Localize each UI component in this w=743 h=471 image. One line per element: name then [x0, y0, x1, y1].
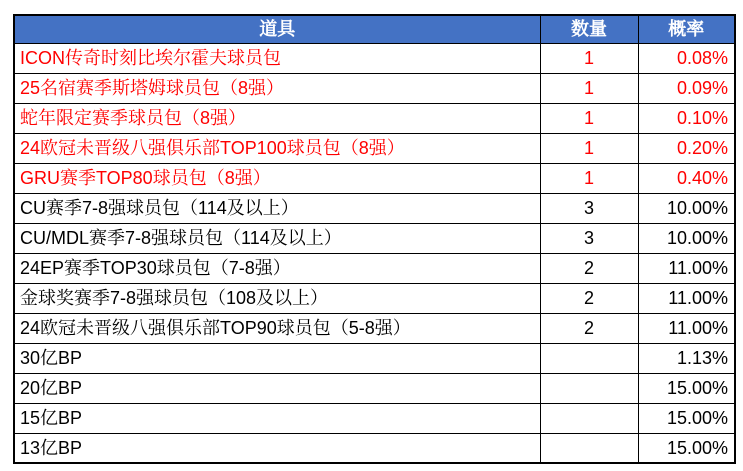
table-body	[14, 43, 735, 463]
quantity-cell: 2	[540, 313, 638, 343]
probability-cell: 0.10%	[638, 103, 735, 133]
quantity-cell: 2	[540, 253, 638, 283]
quantity-cell	[540, 433, 638, 463]
quantity-cell: 1	[540, 73, 638, 103]
column-header-probability: 概率	[638, 15, 735, 43]
probability-cell: 10.00%	[638, 223, 735, 253]
table-row	[14, 313, 735, 343]
table-row	[14, 223, 735, 253]
table-row	[14, 403, 735, 433]
table-row	[14, 43, 735, 73]
probability-cell: 0.20%	[638, 133, 735, 163]
item-name-cell: 24欧冠未晋级八强俱乐部TOP100球员包（8强）	[14, 133, 540, 163]
quantity-cell	[540, 403, 638, 433]
quantity-cell	[540, 373, 638, 403]
item-name-cell: 25名宿赛季斯塔姆球员包（8强）	[14, 73, 540, 103]
probability-cell: 11.00%	[638, 253, 735, 283]
item-name-cell: ICON传奇时刻比埃尔霍夫球员包	[14, 43, 540, 73]
item-name-cell: 15亿BP	[14, 403, 540, 433]
probability-cell: 11.00%	[638, 313, 735, 343]
quantity-cell: 1	[540, 43, 638, 73]
quantity-cell: 1	[540, 103, 638, 133]
probability-cell: 15.00%	[638, 403, 735, 433]
quantity-cell: 3	[540, 223, 638, 253]
table-row	[14, 193, 735, 223]
probability-cell: 0.40%	[638, 163, 735, 193]
probability-cell: 10.00%	[638, 193, 735, 223]
item-name-cell: 20亿BP	[14, 373, 540, 403]
probability-cell: 11.00%	[638, 283, 735, 313]
table-row	[14, 373, 735, 403]
item-name-cell: 24欧冠未晋级八强俱乐部TOP90球员包（5-8强）	[14, 313, 540, 343]
quantity-cell: 3	[540, 193, 638, 223]
table-header-row	[14, 15, 735, 43]
item-name-cell: CU/MDL赛季7-8强球员包（114及以上）	[14, 223, 540, 253]
table-row	[14, 103, 735, 133]
item-name-cell: 13亿BP	[14, 433, 540, 463]
table-row	[14, 253, 735, 283]
item-name-cell: 金球奖赛季7-8强球员包（108及以上）	[14, 283, 540, 313]
table-row	[14, 163, 735, 193]
item-name-cell: 24EP赛季TOP30球员包（7-8强）	[14, 253, 540, 283]
quantity-cell: 2	[540, 283, 638, 313]
item-name-cell: 30亿BP	[14, 343, 540, 373]
table-row	[14, 433, 735, 463]
item-name-cell: GRU赛季TOP80球员包（8强）	[14, 163, 540, 193]
item-name-cell: 蛇年限定赛季球员包（8强）	[14, 103, 540, 133]
item-name-cell: CU赛季7-8强球员包（114及以上）	[14, 193, 540, 223]
quantity-cell: 1	[540, 133, 638, 163]
table-row	[14, 283, 735, 313]
quantity-cell: 1	[540, 163, 638, 193]
table-row	[14, 73, 735, 103]
probability-cell: 15.00%	[638, 433, 735, 463]
probability-cell: 1.13%	[638, 343, 735, 373]
column-header-item: 道具	[14, 15, 540, 43]
quantity-cell	[540, 343, 638, 373]
table-row	[14, 133, 735, 163]
probability-cell: 0.09%	[638, 73, 735, 103]
probability-cell: 15.00%	[638, 373, 735, 403]
item-probability-table	[13, 14, 736, 464]
probability-cell: 0.08%	[638, 43, 735, 73]
column-header-quantity: 数量	[540, 15, 638, 43]
table-row	[14, 343, 735, 373]
